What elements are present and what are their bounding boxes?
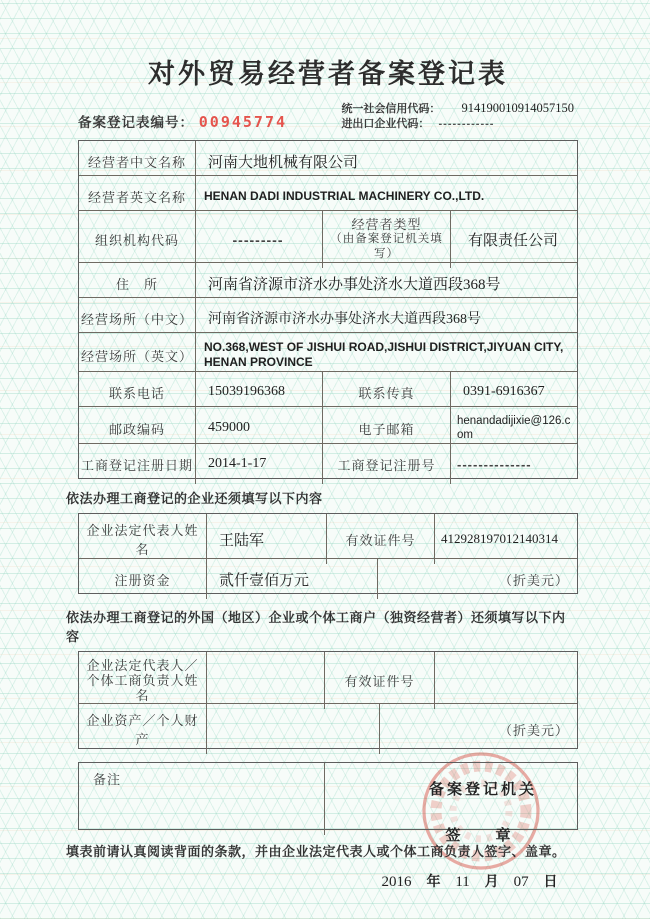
field-label-en-name: 经营者英文名称 — [87, 189, 186, 205]
field-value-postcode: 459000 — [195, 407, 322, 449]
field-value-foreign-legal-rep-empty — [206, 652, 324, 709]
field-label-operator-type — [322, 211, 450, 268]
table-row — [79, 210, 577, 262]
header-meta-row — [78, 101, 578, 132]
form-number-label: 备案登记表编号： — [78, 115, 194, 130]
field-value-reg-date: 2014-1-17 — [195, 444, 322, 484]
date-day-unit: 日 — [543, 873, 558, 889]
field-label-reg-date: 工商登记注册日期 — [81, 457, 194, 473]
field-value-cn-name: 河南大地机械有限公司 — [195, 141, 577, 181]
form-number-line — [78, 111, 287, 131]
field-value-premises-cn: 河南省济源市济水办事处济水大道西段368号 — [195, 298, 577, 338]
field-value-fax: 0391-6916367 — [450, 372, 577, 412]
domestic-enterprise-table — [78, 513, 578, 594]
section2-heading: 依法办理工商登记的企业还须填写以下内容 — [66, 491, 323, 506]
date-year-unit: 年 — [426, 873, 441, 889]
field-value-operator-type: 有限责任公司 — [450, 211, 577, 268]
usd-equivalent-note: （折美元） — [377, 559, 577, 599]
field-value-registered-capital: 贰仟壹佰万元 — [206, 559, 377, 599]
footer-instruction: 填表前请认真阅读背面的条款，并由企业法定代表人或个体工商负责人签字、盖章。 — [66, 844, 566, 859]
field-value-phone: 15039196368 — [195, 372, 322, 412]
table-row — [79, 443, 577, 478]
date-month: 11 — [455, 874, 470, 890]
field-value-org-code: --------- — [195, 211, 322, 268]
section3-heading: 依法办理工商登记的外国（地区）企业或个体工商户（独资经营者）还须填写以下内容 — [66, 610, 566, 644]
authority-signature-block — [378, 778, 588, 891]
remarks-label: 备注 — [93, 772, 122, 787]
codes-block — [341, 101, 578, 132]
foreign-enterprise-table — [78, 651, 578, 749]
operator-type-label-line2: （由备案登记机关填写） — [330, 233, 443, 260]
main-info-table — [78, 140, 578, 479]
ie-code-value: ------------ — [438, 118, 495, 130]
field-label-org-code: 组织机构代码 — [94, 233, 179, 248]
table-row — [79, 406, 577, 443]
field-label-legal-rep: 企业法定代表人姓名 — [86, 523, 199, 557]
date-month-unit: 月 — [484, 873, 499, 889]
field-value-reg-no: -------------- — [450, 444, 577, 484]
field-label-assets: 企业资产／个人财产 — [86, 713, 199, 747]
form-number-value: 00945774 — [198, 113, 288, 131]
table-row — [79, 175, 577, 210]
table-row — [79, 371, 577, 406]
field-value-foreign-id-no-empty — [434, 652, 577, 709]
field-label-fax: 联系传真 — [322, 372, 450, 412]
field-value-assets-empty — [206, 704, 379, 754]
table-row — [79, 514, 577, 558]
field-label-address: 住 所 — [115, 276, 158, 292]
field-label-email: 电子邮箱 — [322, 407, 450, 449]
field-label-id-no: 有效证件号 — [326, 514, 434, 564]
table-row — [79, 703, 577, 748]
table-row — [79, 332, 577, 371]
table-row — [79, 558, 577, 593]
ie-code-label: 进出口企业代码： — [341, 118, 430, 130]
field-label-premises-cn: 经营场所（中文） — [81, 311, 194, 327]
foreign-legal-rep-label-line2: 个体工商负责人姓名 — [86, 673, 199, 703]
field-value-legal-rep: 王陆军 — [206, 514, 326, 564]
field-label-registered-capital: 注册资金 — [114, 572, 171, 588]
date-line — [348, 871, 588, 891]
field-value-email: henandadijixie@126.com — [450, 407, 577, 449]
field-label-premises-en: 经营场所（英文） — [81, 348, 194, 364]
field-label-foreign-legal-rep — [79, 652, 206, 709]
credit-code-value: 914190010914057150 — [461, 101, 574, 115]
field-label-foreign-id-no: 有效证件号 — [324, 652, 434, 709]
field-label-postcode: 邮政编码 — [108, 421, 165, 437]
authority-label: 备案登记机关 — [428, 781, 537, 798]
authority-sign-label: 签 章 — [445, 827, 521, 844]
field-label-phone: 联系电话 — [108, 385, 165, 401]
date-year: 2016 — [381, 874, 412, 890]
field-label-reg-no: 工商登记注册号 — [322, 444, 450, 484]
field-value-premises-en: NO.368,WEST OF JISHUI ROAD,JISHUI DISTRICT,JIYUAN CITY, HENAN PROVINCE — [195, 333, 577, 377]
page-title: 对外贸易经营者备案登记表 — [148, 59, 508, 89]
foreign-legal-rep-label-line1: 企业法定代表人／ — [86, 658, 199, 673]
field-label-cn-name: 经营者中文名称 — [87, 154, 186, 170]
field-value-address: 河南省济源市济水办事处济水大道西段368号 — [195, 263, 577, 303]
field-value-id-no: 412928197012140314 — [434, 514, 577, 564]
operator-type-label-line1: 经营者类型 — [351, 217, 422, 232]
table-row — [79, 652, 577, 703]
date-day: 07 — [513, 874, 529, 890]
credit-code-line — [341, 101, 578, 117]
field-value-en-name: HENAN DADI INDUSTRIAL MACHINERY CO.,LTD. — [195, 176, 577, 216]
usd-equivalent-note2: （折美元） — [379, 704, 577, 754]
table-row — [79, 297, 577, 332]
ie-code-line — [341, 117, 578, 132]
table-row — [79, 141, 577, 175]
credit-code-label: 统一社会信用代码： — [341, 103, 441, 115]
table-row — [79, 262, 577, 297]
